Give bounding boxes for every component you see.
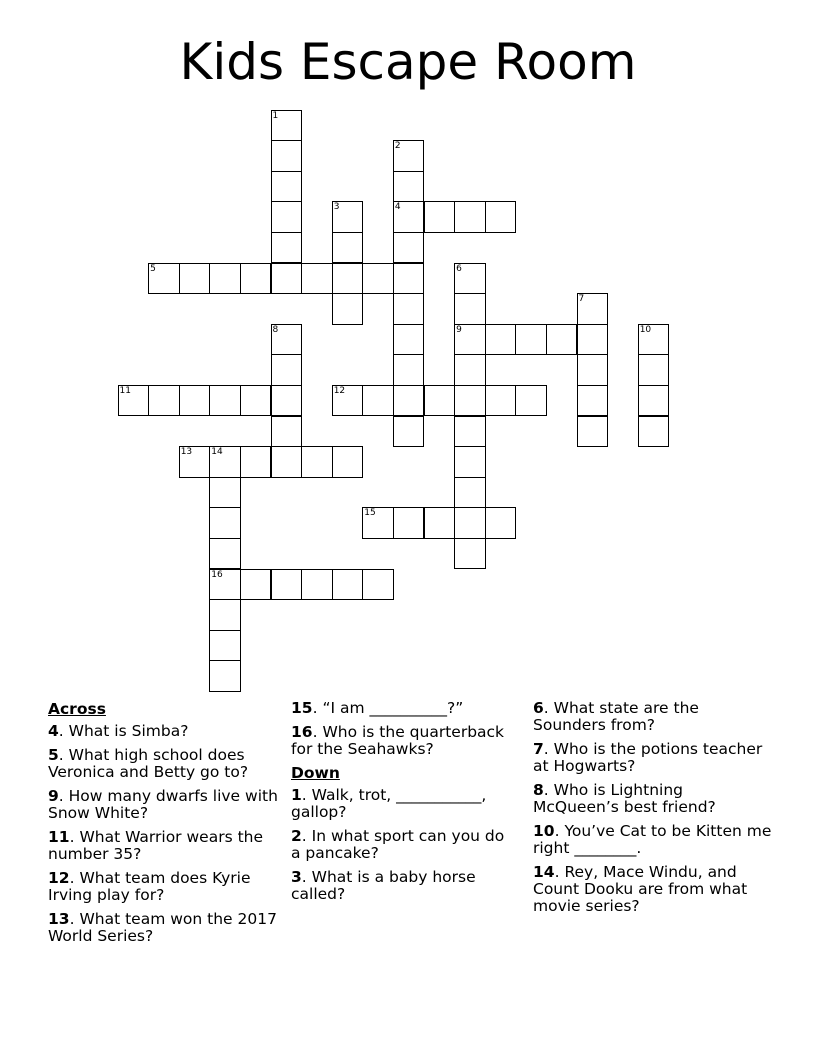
crossword-cell[interactable] <box>393 416 425 448</box>
crossword-cell[interactable] <box>638 416 670 448</box>
crossword-cell[interactable] <box>577 416 609 448</box>
crossword-cell[interactable] <box>271 140 303 172</box>
crossword-cell[interactable] <box>638 354 670 386</box>
clue-down-14: 14. Rey, Mace Windu, and Count Dooku are from what movie series? <box>533 863 748 915</box>
clue-across-9: 9. How many dwarfs live with Snow White? <box>48 787 278 822</box>
cell-number: 15 <box>364 508 376 519</box>
cell-number: 2 <box>394 141 401 152</box>
cell-number: 9 <box>456 324 462 335</box>
page-title: Kids Escape Room <box>179 33 637 91</box>
clue-down-8: 8. Who is Lightning McQueen’s best friend? <box>533 781 716 816</box>
crossword-cell[interactable] <box>393 507 425 539</box>
clue-down-10: 10. You’ve Cat to be Kitten me right ________. <box>533 822 772 857</box>
crossword-cell[interactable] <box>424 201 456 233</box>
crossword-cell[interactable] <box>118 385 150 417</box>
crossword-cell[interactable] <box>209 599 241 631</box>
clues-column-1 <box>48 700 278 952</box>
cell-number: 6 <box>456 263 462 274</box>
crossword-cell[interactable] <box>393 263 425 295</box>
crossword-cell[interactable] <box>271 446 303 478</box>
crossword-cell[interactable] <box>485 324 517 356</box>
crossword-cell[interactable] <box>577 385 609 417</box>
cell-number: 7 <box>578 294 585 305</box>
crossword-cell[interactable] <box>332 263 364 295</box>
crossword-cell[interactable] <box>209 446 241 478</box>
crossword-cell[interactable] <box>454 201 486 233</box>
clue-across-12: 12. What team does Kyrie Irving play for? <box>48 869 251 904</box>
crossword-cell[interactable] <box>577 354 609 386</box>
clue-across-11: 11. What Warrior wears the number 35? <box>48 828 264 863</box>
crossword-cell[interactable] <box>485 201 517 233</box>
crossword-cell[interactable] <box>424 385 456 417</box>
crossword-cell[interactable] <box>393 385 425 417</box>
crossword-cell[interactable] <box>638 385 670 417</box>
clue-down-6: 6. What state are the Sounders from? <box>533 699 699 734</box>
clue-across-13: 13. What team won the 2017 World Series? <box>48 910 277 945</box>
crossword-cell[interactable] <box>362 569 394 601</box>
crossword-cell[interactable] <box>515 324 547 356</box>
crossword-cell[interactable] <box>454 263 486 295</box>
cell-number: 14 <box>211 447 223 458</box>
crossword-cell[interactable] <box>454 385 486 417</box>
crossword-cell[interactable] <box>362 507 394 539</box>
crossword-cell[interactable] <box>271 171 303 203</box>
crossword-cell[interactable] <box>301 263 333 295</box>
crossword-cell[interactable] <box>485 507 517 539</box>
crossword-cell[interactable] <box>209 477 241 509</box>
crossword-cell[interactable] <box>148 263 180 295</box>
clues-column-2 <box>291 700 516 910</box>
crossword-cell[interactable] <box>393 171 425 203</box>
crossword-cell[interactable] <box>362 385 394 417</box>
crossword-cell[interactable] <box>301 446 333 478</box>
clue-across-5: 5. What high school does Veronica and Betty go to? <box>48 746 249 781</box>
crossword-cell[interactable] <box>209 630 241 662</box>
crossword-cell[interactable] <box>332 293 364 325</box>
crossword-cell[interactable] <box>393 354 425 386</box>
cell-number: 16 <box>211 569 223 580</box>
crossword-cell[interactable] <box>454 324 486 356</box>
cell-number: 3 <box>333 202 340 213</box>
cell-number: 13 <box>180 447 193 458</box>
cell-number: 4 <box>394 202 401 213</box>
crossword-cell[interactable] <box>546 324 578 356</box>
crossword-cell[interactable] <box>179 385 211 417</box>
crossword-cell[interactable] <box>332 569 364 601</box>
cell-number: 11 <box>119 385 131 396</box>
crossword-cell[interactable] <box>362 263 394 295</box>
crossword-cell[interactable] <box>454 446 486 478</box>
cell-number: 12 <box>333 385 346 396</box>
crossword-cell[interactable] <box>577 324 609 356</box>
crossword-cell[interactable] <box>454 477 486 509</box>
cell-number: 10 <box>639 324 652 335</box>
crossword-cell[interactable] <box>271 385 303 417</box>
crossword-cell[interactable] <box>271 354 303 386</box>
crossword-cell[interactable] <box>485 385 517 417</box>
down-heading: Down <box>291 764 340 782</box>
crossword-cell[interactable] <box>271 569 303 601</box>
crossword-cell[interactable] <box>515 385 547 417</box>
crossword-cell[interactable] <box>240 446 272 478</box>
crossword-cell[interactable] <box>179 263 211 295</box>
cell-number: 5 <box>150 263 156 274</box>
clue-down-2: 2. In what sport can you do a pancake? <box>291 827 505 862</box>
crossword-cell[interactable] <box>454 416 486 448</box>
crossword-cell[interactable] <box>271 232 303 264</box>
clue-across-4: 4. What is Simba? <box>48 722 189 740</box>
crossword-cell[interactable] <box>209 385 241 417</box>
crossword-cell[interactable] <box>148 385 180 417</box>
crossword-cell[interactable] <box>271 263 303 295</box>
crossword-cell[interactable] <box>209 538 241 570</box>
crossword-cell[interactable] <box>271 416 303 448</box>
clue-down-7: 7. Who is the potions teacher at Hogwarts? <box>533 740 763 775</box>
crossword-cell[interactable] <box>454 293 486 325</box>
crossword-cell[interactable] <box>332 201 364 233</box>
crossword-cell[interactable] <box>454 507 486 539</box>
crossword-cell[interactable] <box>240 569 272 601</box>
crossword-cell[interactable] <box>424 507 456 539</box>
crossword-cell[interactable] <box>271 201 303 233</box>
crossword-cell[interactable] <box>332 232 364 264</box>
clues-column-3 <box>533 700 773 922</box>
crossword-cell[interactable] <box>240 385 272 417</box>
clue-down-3: 3. What is a baby horse called? <box>291 868 476 903</box>
across-heading: Across <box>48 700 106 718</box>
crossword-cell[interactable] <box>179 446 211 478</box>
crossword-cell[interactable] <box>240 263 272 295</box>
crossword-cell[interactable] <box>393 201 425 233</box>
cell-number: 1 <box>272 110 279 121</box>
crossword-cell[interactable] <box>393 140 425 172</box>
crossword-cell[interactable] <box>209 660 241 692</box>
crossword-cell[interactable] <box>271 110 303 142</box>
crossword-cell[interactable] <box>209 569 241 601</box>
crossword-cell[interactable] <box>332 385 364 417</box>
clue-across-15: 15. “I am __________?” <box>291 699 464 717</box>
cell-number: 8 <box>272 324 279 335</box>
crossword-cell[interactable] <box>577 293 609 325</box>
crossword-cell[interactable] <box>638 324 670 356</box>
crossword-cell[interactable] <box>209 263 241 295</box>
crossword-cell[interactable] <box>271 324 303 356</box>
clue-across-16: 16. Who is the quarterback for the Seahawks? <box>291 723 505 758</box>
crossword-cell[interactable] <box>332 446 364 478</box>
crossword-cell[interactable] <box>393 324 425 356</box>
clue-down-1: 1. Walk, trot, ___________, gallop? <box>291 786 487 821</box>
crossword-cell[interactable] <box>209 507 241 539</box>
crossword-cell[interactable] <box>393 293 425 325</box>
crossword-cell[interactable] <box>454 354 486 386</box>
crossword-cell[interactable] <box>393 232 425 264</box>
crossword-cell[interactable] <box>454 538 486 570</box>
crossword-cell[interactable] <box>301 569 333 601</box>
